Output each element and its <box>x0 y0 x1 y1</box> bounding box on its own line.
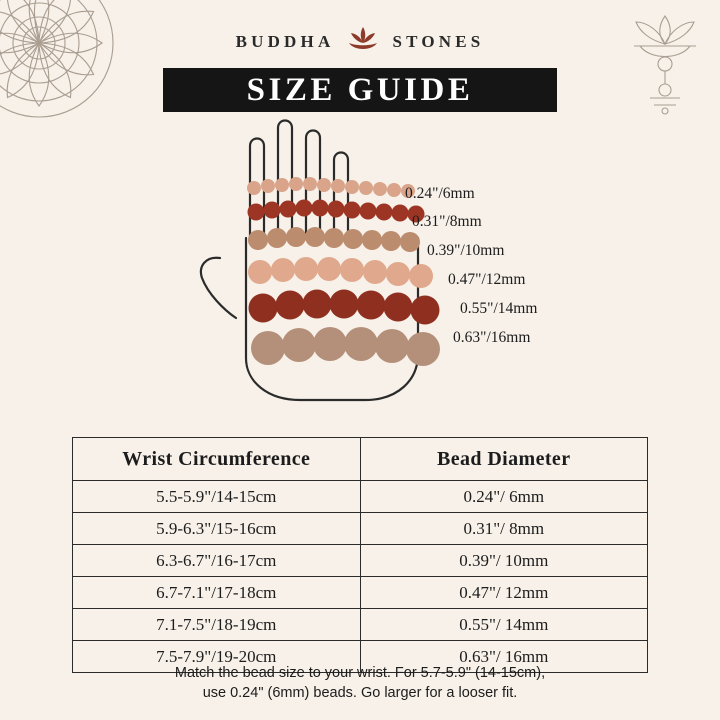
mandala-icon <box>0 0 124 133</box>
bracelet-row-10mm <box>248 227 420 252</box>
table-row <box>73 481 648 513</box>
footnote-line-2: use 0.24" (6mm) beads. Go larger for a looser fit. <box>202 685 518 701</box>
table-row <box>73 577 648 609</box>
column-header-bead: Bead Diameter <box>360 438 648 481</box>
brand-word-right: STONES <box>392 31 485 51</box>
cell-bead: 0.47"/ 12mm <box>360 577 648 609</box>
callout-14mm: 0.55"/14mm <box>460 300 538 317</box>
table-body <box>73 481 648 673</box>
callout-10mm: 0.39"/10mm <box>427 242 505 259</box>
bracelet-row-6mm <box>247 177 415 198</box>
cell-bead: 0.31"/ 8mm <box>360 513 648 545</box>
cell-bead: 0.55"/ 14mm <box>360 609 648 641</box>
bracelet-row-16mm <box>251 327 440 366</box>
cell-wrist: 6.3-6.7"/16-17cm <box>73 545 361 577</box>
bracelet-rows <box>247 177 440 366</box>
cell-wrist: 7.5-7.9"/19-20cm <box>73 641 361 673</box>
callout-8mm: 0.31"/8mm <box>412 213 482 230</box>
page-title <box>163 68 557 112</box>
cell-wrist: 7.1-7.5"/18-19cm <box>73 609 361 641</box>
callout-16mm: 0.63"/16mm <box>453 329 531 346</box>
table-header-row <box>73 438 648 481</box>
cell-bead: 0.63"/ 16mm <box>360 641 648 673</box>
brand-header <box>0 22 720 61</box>
footnote-line-1: Match the bead size to your wrist. For 5.7-5.9" (14-15cm), <box>174 665 546 681</box>
table-header <box>73 438 648 481</box>
brand-word-left: BUDDHA <box>235 31 335 51</box>
table-row <box>73 545 648 577</box>
table-row <box>73 513 648 545</box>
lotus-icon <box>346 22 380 61</box>
column-header-wrist: Wrist Circumference <box>73 438 361 481</box>
bracelet-row-12mm <box>248 257 433 288</box>
bracelet-row-14mm <box>249 290 440 325</box>
cell-bead: 0.24"/ 6mm <box>360 481 648 513</box>
cell-wrist: 5.9-6.3"/15-16cm <box>73 513 361 545</box>
cell-wrist: 5.5-5.9"/14-15cm <box>73 481 361 513</box>
size-table <box>72 437 648 673</box>
cell-wrist: 6.7-7.1"/17-18cm <box>73 577 361 609</box>
callout-12mm: 0.47"/12mm <box>448 271 526 288</box>
cell-bead: 0.39"/ 10mm <box>360 545 648 577</box>
callout-6mm: 0.24"/6mm <box>405 185 475 202</box>
page-title-text: SIZE GUIDE <box>246 71 474 108</box>
footnote <box>0 663 720 703</box>
table-row <box>73 609 648 641</box>
bracelet-row-8mm <box>248 200 425 223</box>
